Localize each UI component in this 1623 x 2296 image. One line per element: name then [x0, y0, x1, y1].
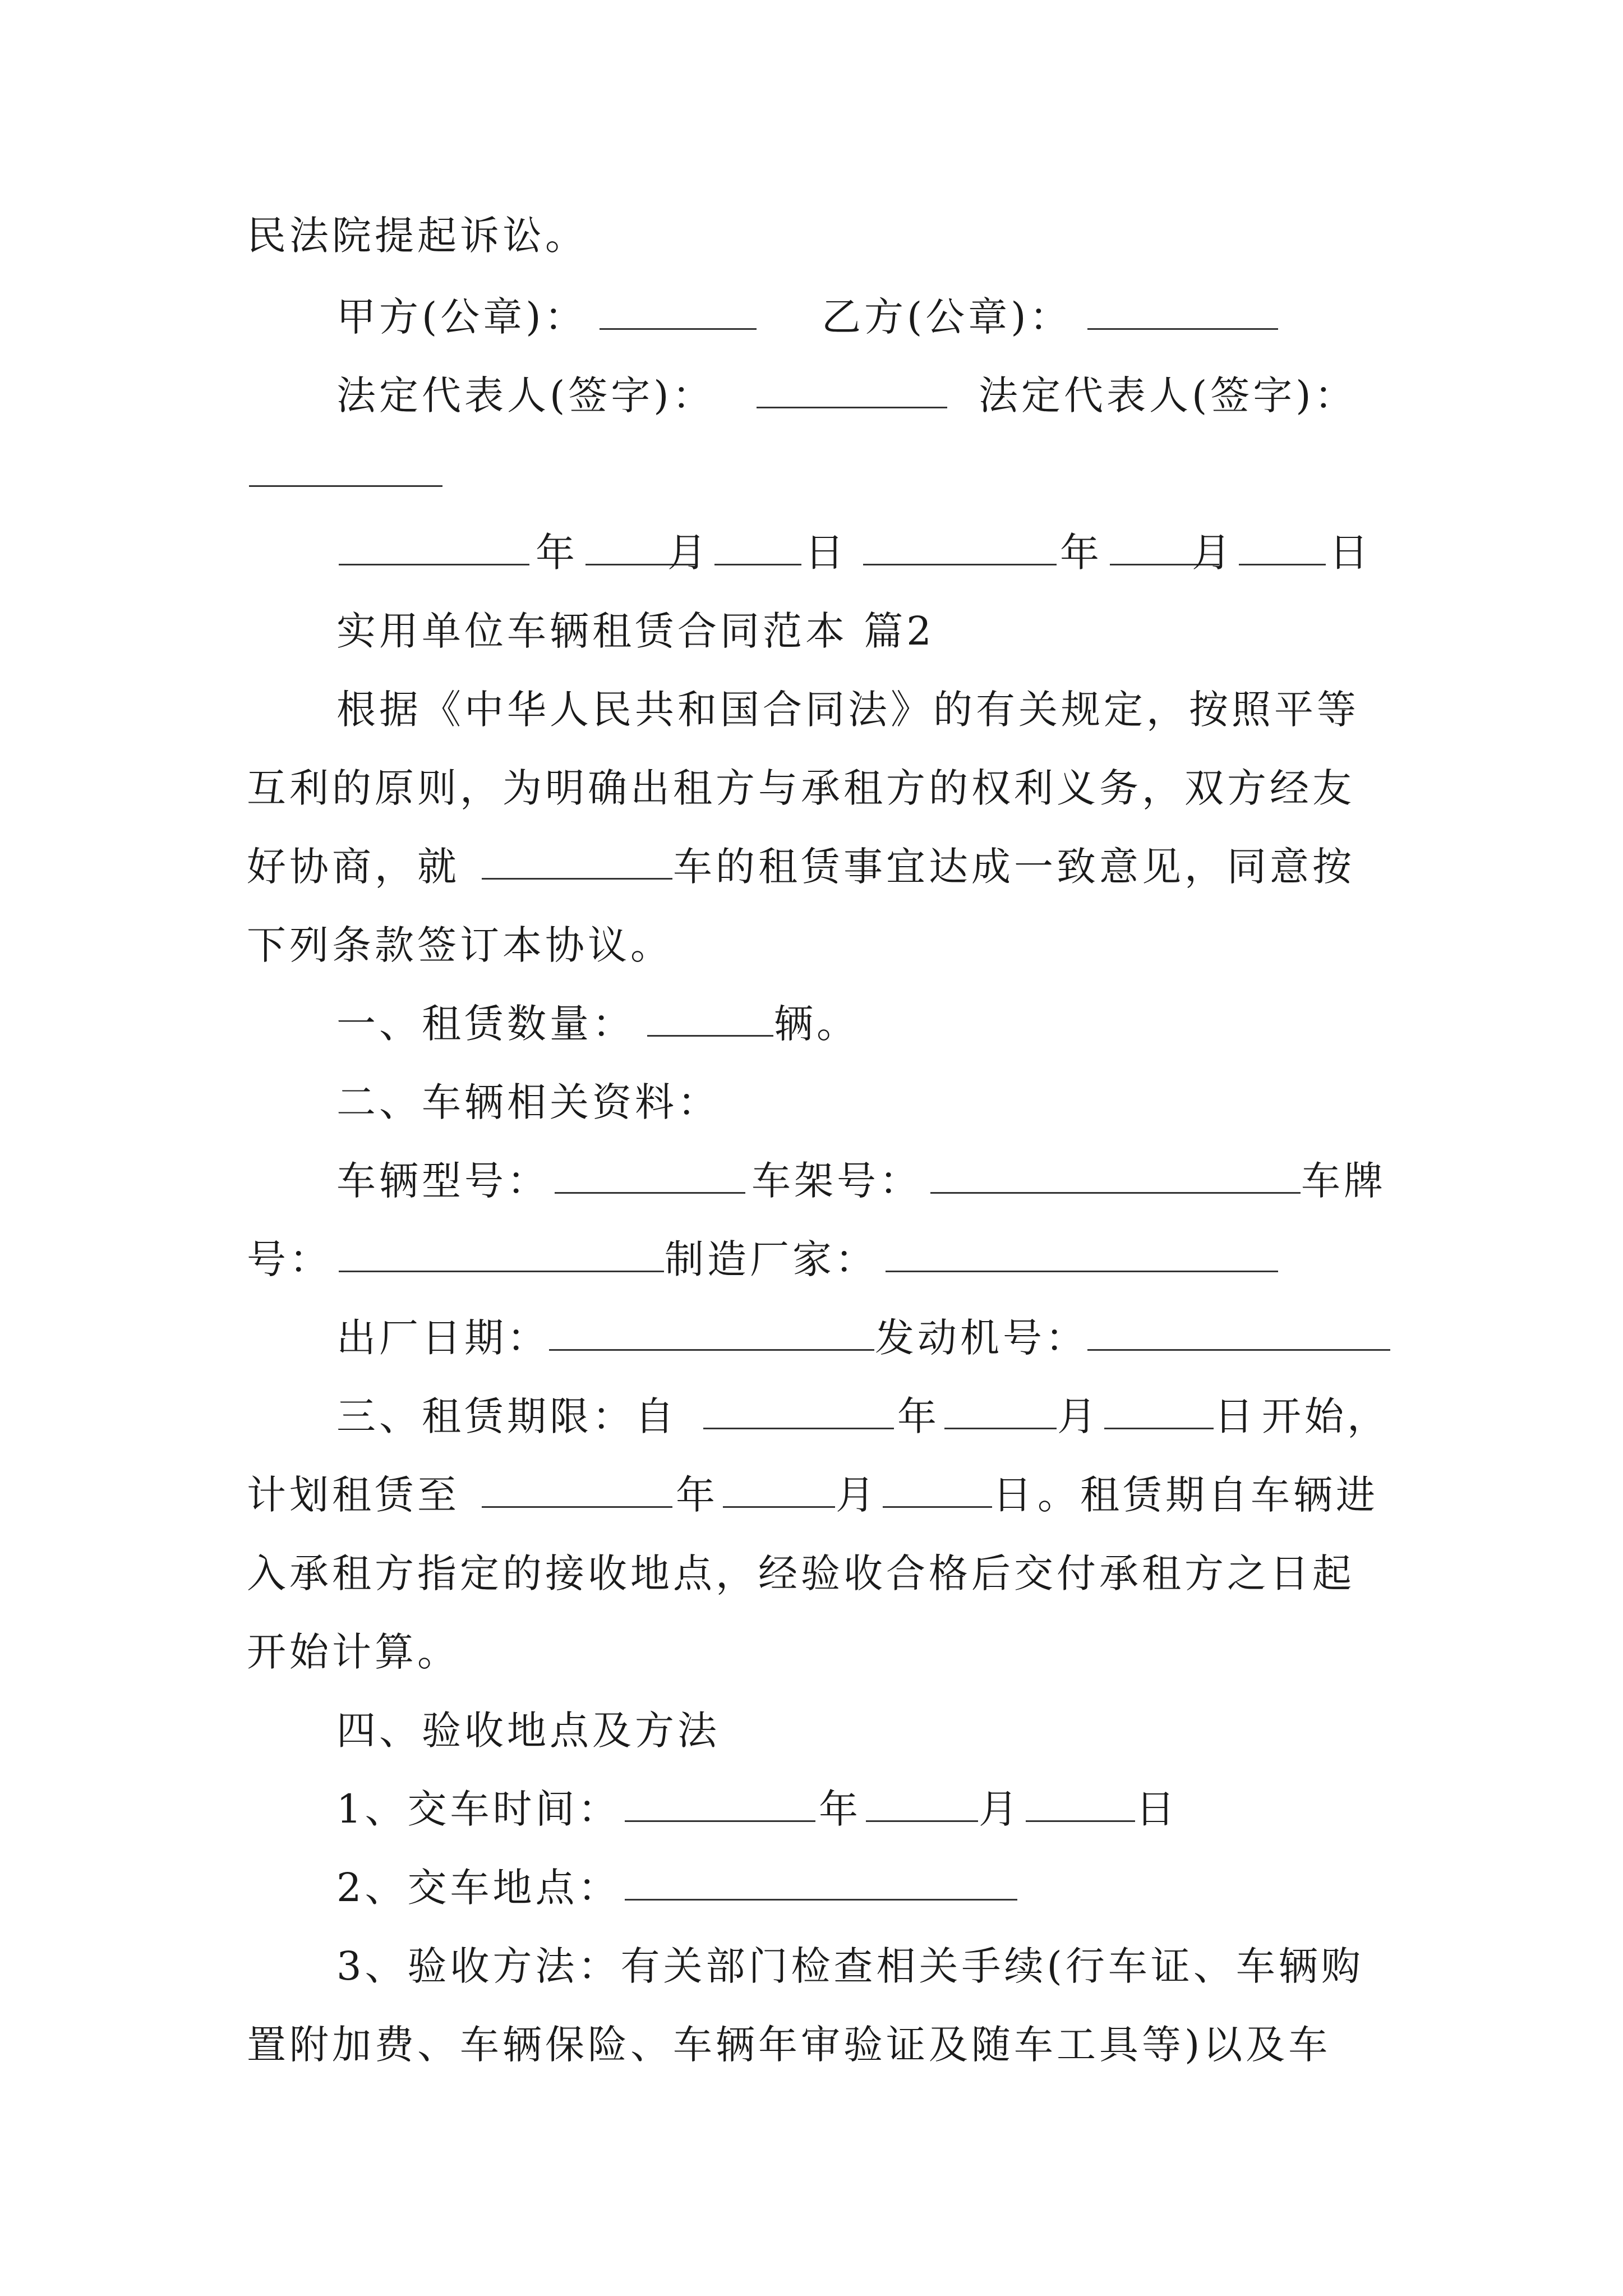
year-label: 年	[536, 530, 578, 576]
field-label: 车牌	[1301, 1158, 1386, 1204]
field-label: 车架号：	[751, 1158, 922, 1204]
model-blank	[555, 1153, 745, 1194]
month-label: 月	[836, 1472, 878, 1518]
paragraph-text: 3、验收方法：有关部门检查相关手续(行车证、车辆购	[336, 1943, 1364, 1989]
day-label: 日	[1214, 1393, 1257, 1439]
paragraph-text: 根据《中华人民共和国合同法》的有关规定，按照平等	[336, 687, 1359, 733]
paragraph-text: 下列条款签订本协议。	[247, 922, 673, 968]
signature-line-party-seal	[0, 289, 1623, 345]
plate-blank	[339, 1231, 664, 1272]
text-line	[0, 1938, 1623, 1994]
year-blank	[863, 524, 1057, 565]
text-line	[0, 2017, 1623, 2073]
text-line	[0, 682, 1623, 738]
month-label: 月	[979, 1786, 1021, 1832]
day-blank	[714, 524, 801, 565]
year-label: 年	[1060, 530, 1103, 576]
manufacturer-blank	[886, 1231, 1278, 1272]
day-label: 日	[1329, 530, 1372, 576]
month-label: 月	[1057, 1393, 1100, 1439]
field-label: 出厂日期：	[336, 1315, 550, 1361]
text-line	[0, 208, 1623, 264]
paragraph-text: 计划租赁至	[247, 1472, 460, 1518]
month-label: 月	[1192, 530, 1234, 576]
text-line	[0, 760, 1623, 816]
field-label: 车辆型号：	[336, 1158, 550, 1204]
month-blank	[866, 1781, 978, 1822]
quantity-blank	[647, 996, 773, 1037]
text-line	[0, 1545, 1623, 1602]
text-line	[0, 1153, 1623, 1209]
day-blank	[1026, 1781, 1135, 1822]
day-blank	[1104, 1388, 1214, 1429]
paragraph-text: 辆。	[774, 1001, 859, 1047]
text-line	[0, 1231, 1623, 1287]
day-blank	[883, 1467, 992, 1508]
paragraph-text: 一、租赁数量：	[336, 1001, 635, 1047]
party-b-seal-label: 乙方(公章)：	[822, 294, 1072, 340]
field-label: 制造厂家：	[665, 1236, 878, 1282]
paragraph-text: 三、租赁期限：自	[336, 1393, 677, 1439]
party-a-seal-label: 甲方(公章)：	[336, 294, 587, 340]
day-label: 日	[805, 530, 847, 576]
paragraph-text: 好协商，就	[247, 844, 460, 890]
engine-number-blank	[1087, 1310, 1390, 1351]
day-blank	[1239, 524, 1326, 565]
signature-line-representative	[0, 367, 1623, 424]
field-label: 2、交车地点：	[336, 1865, 621, 1911]
month-blank	[944, 1388, 1057, 1429]
paragraph-text: 二、车辆相关资料：	[336, 1079, 720, 1125]
day-label: 日	[1136, 1786, 1178, 1832]
party-a-rep-label: 法定代表人(签字)：	[336, 372, 715, 418]
party-a-seal-blank	[600, 289, 757, 330]
vehicle-blank	[482, 839, 672, 880]
month-blank	[723, 1467, 835, 1508]
paragraph-text: 互利的原则，为明确出租方与承租方的权利义务，双方经友	[247, 765, 1355, 811]
text-line	[0, 1074, 1623, 1130]
year-blank	[703, 1388, 894, 1429]
text-line	[0, 1703, 1623, 1759]
text-line	[0, 1860, 1623, 1916]
section-heading: 四、验收地点及方法	[336, 1708, 720, 1754]
party-a-rep-blank	[757, 367, 947, 408]
party-b-seal-blank	[1087, 289, 1278, 330]
paragraph-text: 置附加费、车辆保险、车辆年审验证及随车工具等)以及车	[247, 2022, 1331, 2068]
text-line	[0, 1624, 1623, 1680]
year-blank	[625, 1781, 815, 1822]
text-line	[0, 917, 1623, 973]
paragraph-text: 开始计算。	[247, 1629, 460, 1675]
day-label: 日	[993, 1472, 1035, 1518]
date-line	[0, 524, 1623, 581]
manufacture-date-blank	[549, 1310, 874, 1351]
text-line	[0, 996, 1623, 1052]
paragraph-text: 车的租赁事宜达成一致意见，同意按	[673, 844, 1355, 890]
text-line	[0, 839, 1623, 895]
year-label: 年	[676, 1472, 718, 1518]
year-blank	[482, 1467, 672, 1508]
signature-line-representative-cont	[0, 446, 1623, 502]
year-blank	[339, 524, 529, 565]
frame-number-blank	[930, 1153, 1301, 1194]
party-b-rep-label: 法定代表人(签字)：	[979, 372, 1357, 418]
year-label: 年	[819, 1786, 861, 1832]
field-label: 1、交车时间：	[336, 1786, 621, 1832]
paragraph-text: 入承租方指定的接收地点，经验收合格后交付承租方之日起	[247, 1550, 1355, 1596]
section-title	[0, 603, 1623, 659]
paragraph-text: 民法院提起诉讼。	[247, 213, 588, 259]
text-line	[0, 1388, 1623, 1444]
year-label: 年	[897, 1393, 940, 1439]
field-label: 号：	[247, 1236, 332, 1282]
text-line	[0, 1310, 1623, 1366]
text-line	[0, 1467, 1623, 1523]
paragraph-text: 。租赁期自车辆进	[1038, 1472, 1378, 1518]
section-heading: 实用单位车辆租赁合同范本 篇2	[336, 608, 935, 654]
month-label: 月	[667, 530, 710, 576]
delivery-location-blank	[625, 1860, 1017, 1901]
party-b-rep-blank	[249, 446, 442, 487]
paragraph-text: 开始，	[1262, 1393, 1390, 1439]
field-label: 发动机号：	[875, 1315, 1088, 1361]
text-line	[0, 1781, 1623, 1837]
